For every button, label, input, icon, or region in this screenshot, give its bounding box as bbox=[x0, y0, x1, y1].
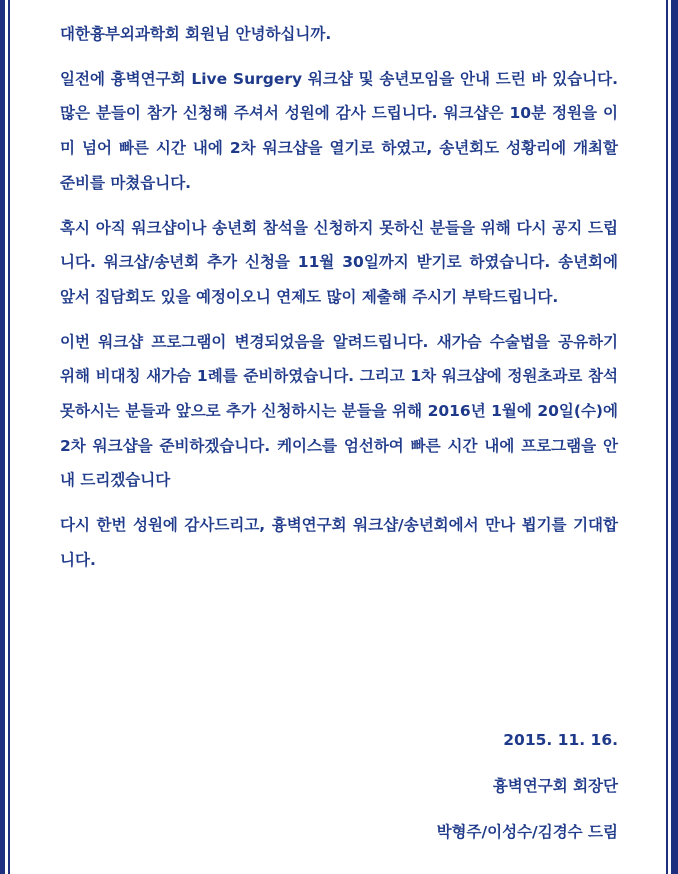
paragraph-2: 혹시 아직 워크샵이나 송년회 참석을 신청하지 못하신 분들을 위해 다시 공지 드립니다. 워크샵/송년회 추가 신청을 11월 30일까지 받기로 하였습니다. 송년회에 앞서 집담회도 있을 예정이오니 연제도 많이 제출해 주시기 부탁드립니다. bbox=[60, 218, 618, 306]
paragraph-4: 다시 한번 성원에 감사드리고, 흉벽연구회 워크샵/송년회에서 만나 뵙기를 기대합니다. bbox=[60, 516, 618, 569]
letter-body bbox=[60, 17, 618, 588]
paragraph-1: 일전에 흉벽연구회 Live Surgery 워크샵 및 송년모임을 안내 드린 바 있습니다. 많은 분들이 참가 신청해 주셔서 성원에 감사 드립니다. 워크샵은 10분 정원을 이미 넘어 빠른 시간 내에 2차 워크샵을 열기로 하였고, 송년회도 성황리에 개최할 준비를 마쳤읍니다. bbox=[60, 69, 618, 192]
letter-date: 2015. 11. 16. bbox=[503, 731, 618, 749]
right-border-outer bbox=[671, 0, 678, 874]
organization-name: 흉벽연구회 회장단 bbox=[492, 777, 618, 795]
paragraph-3: 이번 워크샵 프로그램이 변경되었음을 알려드립니다. 새가슴 수술법을 공유하기 위해 비대칭 새가슴 1례를 준비하였습니다. 그리고 1차 워크샵에 정원초과로 참석 못하시는 분들과 앞으로 추가 신청하시는 분들을 위해 2016년 1월에 20일(수)에 2차 워크샵을 준비하겠습니다. 케이스를 엄선하여 빠른 시간 내에 프로그램을 안내 드리겠습니다 bbox=[60, 332, 618, 490]
greeting: 대한흉부외과학회 회원님 안녕하십니까. bbox=[60, 25, 332, 43]
right-border-inner bbox=[666, 0, 668, 874]
left-border-outer bbox=[0, 0, 5, 874]
signatories: 박형주/이성수/김경수 드림 bbox=[436, 823, 618, 841]
left-border-inner bbox=[8, 0, 10, 874]
